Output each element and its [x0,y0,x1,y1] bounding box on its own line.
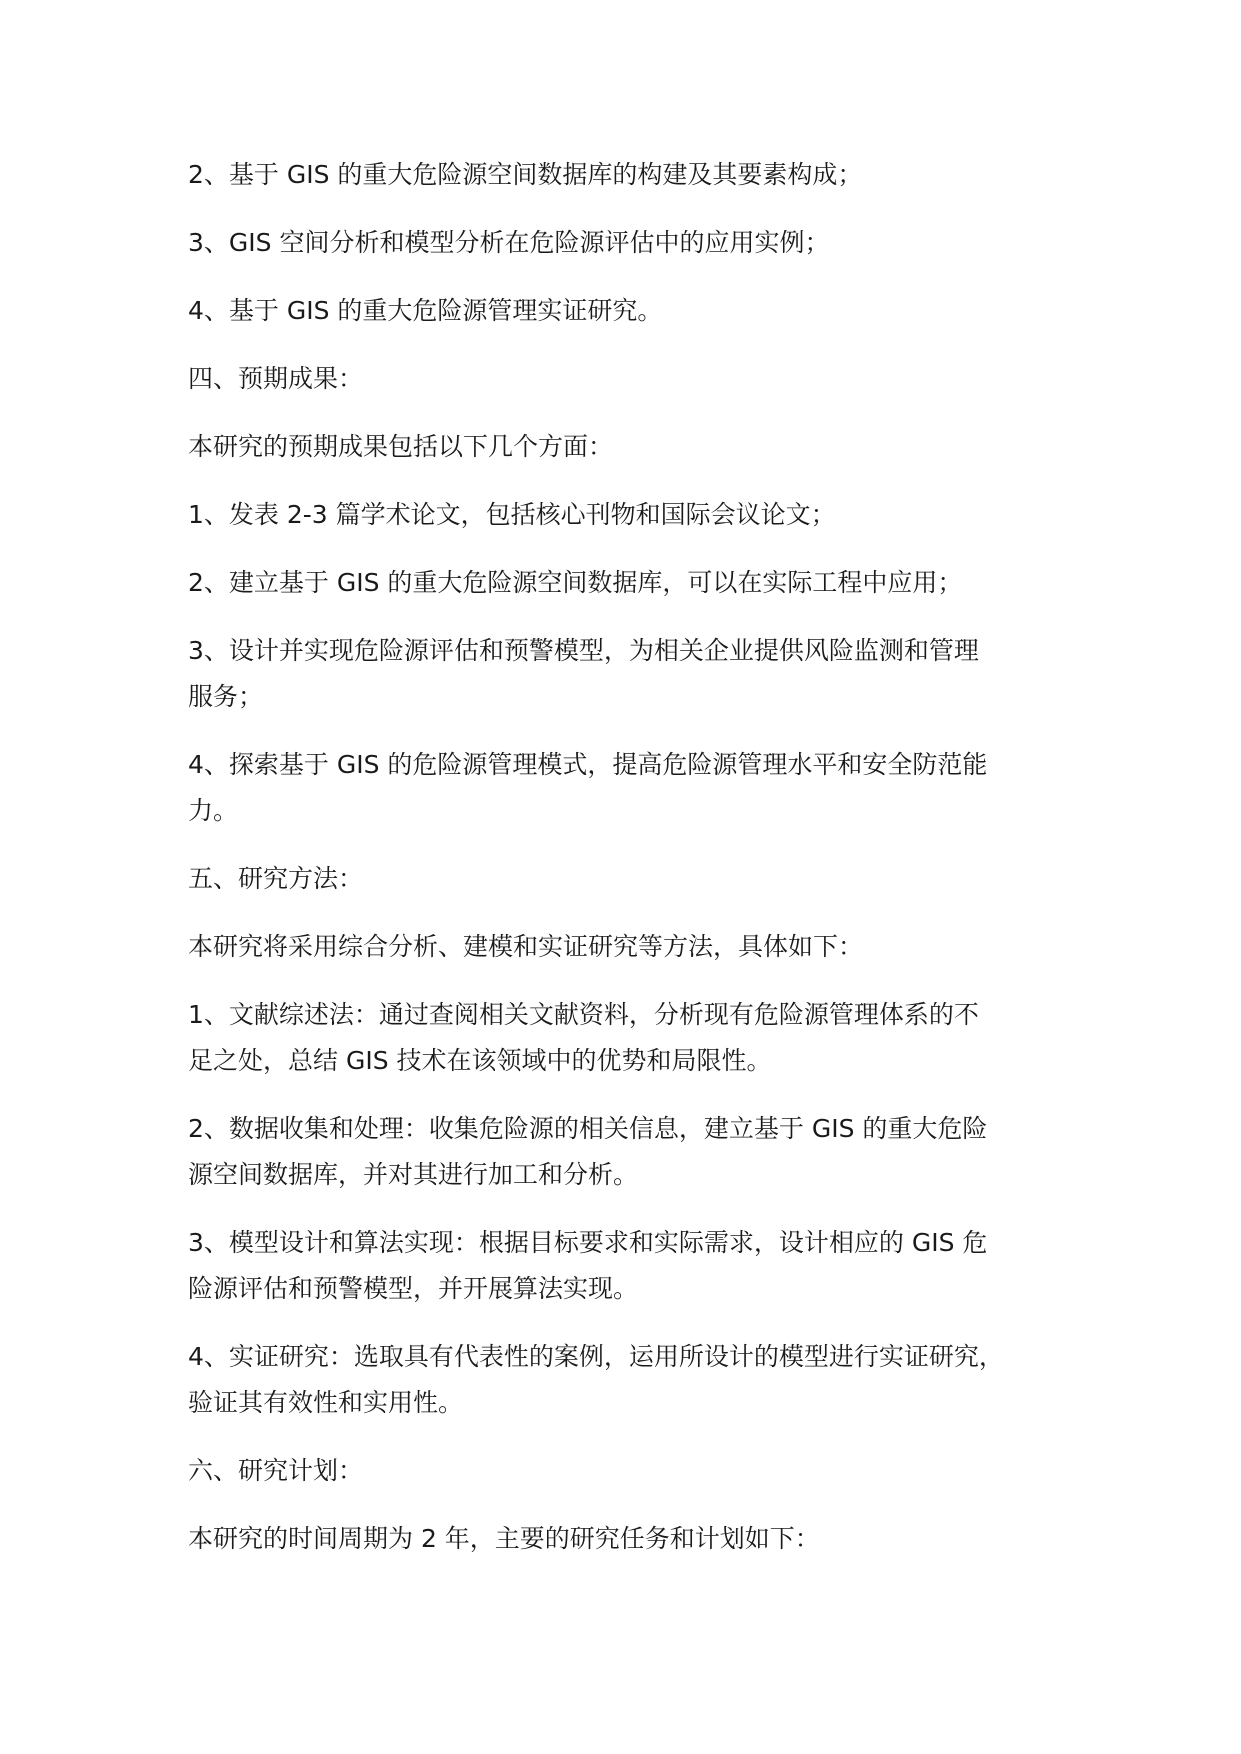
paragraph [188,288,1088,334]
line: 五、研究方法： [188,864,364,893]
paragraph [188,1220,1088,1312]
paragraph [188,560,1088,606]
paragraph [188,1516,1088,1562]
paragraph [188,424,1088,470]
line: 4、探索基于 GIS 的危险源管理模式，提高危险源管理水平和安全防范能 [188,750,988,779]
section-heading [188,856,1088,902]
document-body [188,152,1088,1584]
line: 险源评估和预警模型，并开展算法实现。 [188,1274,639,1303]
paragraph [188,924,1088,970]
section-heading [188,356,1088,402]
paragraph [188,492,1088,538]
section-heading [188,1448,1088,1494]
line: 2、基于 GIS 的重大危险源空间数据库的构建及其要素构成； [188,160,863,189]
line: 源空间数据库，并对其进行加工和分析。 [188,1160,639,1189]
line: 本研究的预期成果包括以下几个方面： [188,432,614,461]
line: 本研究的时间周期为 2 年，主要的研究任务和计划如下： [188,1524,820,1553]
paragraph [188,1334,1088,1426]
line: 四、预期成果： [188,364,364,393]
line: 本研究将采用综合分析、建模和实证研究等方法，具体如下： [188,932,864,961]
paragraph [188,152,1088,198]
paragraph [188,220,1088,266]
line: 4、实证研究：选取具有代表性的案例，运用所设计的模型进行实证研究， [188,1342,1004,1371]
line: 服务； [188,682,264,711]
line: 1、文献综述法：通过查阅相关文献资料，分析现有危险源管理体系的不 [188,1000,979,1029]
paragraph [188,992,1088,1084]
line: 力。 [188,796,239,825]
line: 1、发表 2-3 篇学术论文，包括核心刊物和国际会议论文； [188,500,836,529]
line: 2、数据收集和处理：收集危险源的相关信息，建立基于 GIS 的重大危险 [188,1114,988,1143]
line: 3、模型设计和算法实现：根据目标要求和实际需求，设计相应的 GIS 危 [188,1228,988,1257]
paragraph [188,628,1088,720]
line: 足之处，总结 GIS 技术在该领域中的优势和局限性。 [188,1046,772,1075]
paragraph [188,742,1088,834]
line: 3、GIS 空间分析和模型分析在危险源评估中的应用实例； [188,228,830,257]
line: 2、建立基于 GIS 的重大危险源空间数据库，可以在实际工程中应用； [188,568,963,597]
line: 六、研究计划： [188,1456,364,1485]
line: 4、基于 GIS 的重大危险源管理实证研究。 [188,296,663,325]
line: 3、设计并实现危险源评估和预警模型，为相关企业提供风险监测和管理 [188,636,979,665]
paragraph [188,1106,1088,1198]
line: 验证其有效性和实用性。 [188,1388,464,1417]
